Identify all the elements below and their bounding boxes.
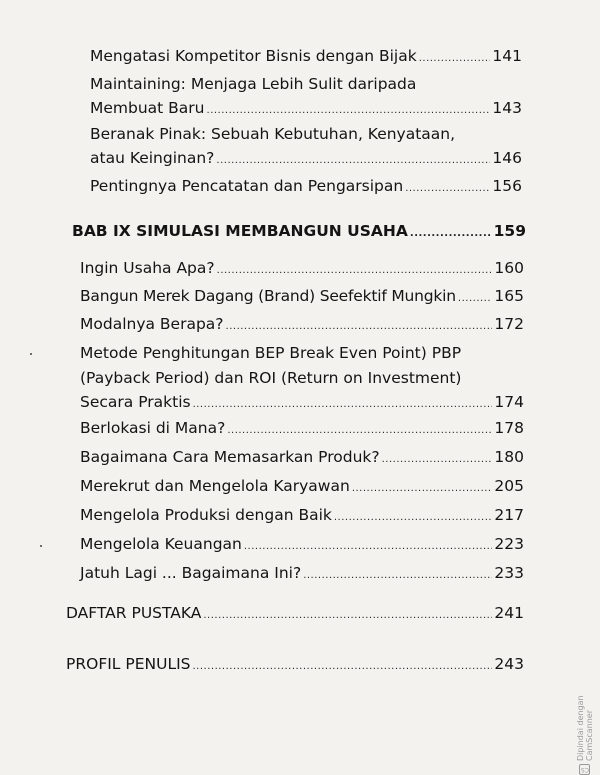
toc-entry-page: 178 <box>494 419 524 437</box>
toc-entry-title: PROFIL PENULIS <box>66 655 191 673</box>
toc-entry-title-line1: Beranak Pinak: Sebuah Kebutuhan, Kenyataan, <box>90 125 456 143</box>
toc-entry-page: 156 <box>492 177 522 195</box>
toc-entry <box>80 534 524 557</box>
toc-entry-page: 141 <box>492 47 522 65</box>
toc-entry-title: Mengelola Keuangan <box>80 535 242 553</box>
toc-entry-page: 241 <box>494 604 524 622</box>
toc-entry <box>80 563 524 586</box>
toc-entry-page: 174 <box>494 393 524 411</box>
leader-dots <box>382 450 493 470</box>
toc-entry-page: 205 <box>494 477 524 495</box>
toc-entry-title: Membuat Baru <box>90 99 205 117</box>
scanner-watermark <box>576 648 594 775</box>
chapter-page: 159 <box>493 222 526 240</box>
toc-entry-title: atau Keinginan? <box>90 149 215 167</box>
toc-entry-title: Bangun Merek Dagang (Brand) Seefektif Mungkin <box>80 287 456 305</box>
leader-dots <box>405 179 490 199</box>
camscanner-logo-icon: CS <box>581 766 589 773</box>
toc-entry-page: 217 <box>494 506 524 524</box>
toc-entry-title: DAFTAR PUSTAKA <box>66 604 202 622</box>
toc-entry-page: 172 <box>494 315 524 333</box>
toc-entry <box>80 505 524 528</box>
toc-chapter-heading <box>72 221 526 244</box>
toc-entry <box>80 418 524 441</box>
toc-entry-page: 223 <box>494 535 524 553</box>
toc-entry-title: Ingin Usaha Apa? <box>80 259 215 277</box>
leader-dots <box>216 151 490 171</box>
toc-entry-title-line2: (Payback Period) dan ROI (Return on Investment) <box>80 369 462 387</box>
toc-entry-page: 143 <box>492 99 522 117</box>
toc-entry <box>80 314 524 337</box>
toc-entry <box>80 476 524 499</box>
toc-entry-title: Merekrut dan Mengelola Karyawan <box>80 477 350 495</box>
toc-entry <box>90 98 522 121</box>
toc-back-matter-entry <box>66 654 524 677</box>
scanner-watermark-text: Dipindai dengan CamScanner <box>576 695 594 761</box>
chapter-title: BAB IX SIMULASI MEMBANGUN USAHA <box>72 222 408 240</box>
leader-dots <box>352 479 493 499</box>
toc-entry-title: Modalnya Berapa? <box>80 315 224 333</box>
scan-speck <box>30 353 32 355</box>
toc-entry <box>80 447 524 470</box>
toc-entry <box>90 148 522 171</box>
toc-entry-title: Pentingnya Pencatatan dan Pengarsipan <box>90 177 404 195</box>
toc-entry-title: Jatuh Lagi ... Bagaimana Ini? <box>80 564 302 582</box>
toc-entry <box>90 46 522 69</box>
toc-entry <box>80 392 524 415</box>
leader-dots <box>203 606 492 626</box>
leader-dots <box>226 317 493 337</box>
leader-dots <box>334 508 493 528</box>
toc-entry-page: 160 <box>494 259 524 277</box>
toc-entry <box>80 258 524 281</box>
leader-dots <box>207 101 491 121</box>
leader-dots <box>410 224 492 244</box>
leader-dots <box>458 289 492 309</box>
toc-entry-page: 180 <box>494 448 524 466</box>
leader-dots <box>217 261 493 281</box>
toc-entry-title: Mengatasi Kompetitor Bisnis dengan Bijak <box>90 47 417 65</box>
toc-entry-title-line1: Maintaining: Menjaga Lebih Sulit daripada <box>90 75 417 93</box>
toc-entry-title: Secara Praktis <box>80 393 191 411</box>
leader-dots <box>303 566 492 586</box>
toc-entry-page: 146 <box>492 149 522 167</box>
leader-dots <box>193 395 493 415</box>
leader-dots <box>419 49 491 69</box>
leader-dots <box>193 657 493 677</box>
toc-entry-page: 243 <box>494 655 524 673</box>
toc-entry-title: Mengelola Produksi dengan Baik <box>80 506 332 524</box>
toc-entry-title: Bagaimana Cara Memasarkan Produk? <box>80 448 380 466</box>
toc-entry-title: Berlokasi di Mana? <box>80 419 226 437</box>
leader-dots <box>244 537 493 557</box>
toc-entry <box>80 286 524 309</box>
scan-speck <box>40 545 42 547</box>
toc-back-matter-entry <box>66 603 524 626</box>
toc-entry-title-line1: Metode Penghitungan BEP Break Even Point) PBP <box>80 344 462 362</box>
toc-entry-page: 165 <box>494 287 524 305</box>
toc-entry <box>90 176 522 199</box>
toc-entry-page: 233 <box>494 564 524 582</box>
leader-dots <box>227 421 492 441</box>
